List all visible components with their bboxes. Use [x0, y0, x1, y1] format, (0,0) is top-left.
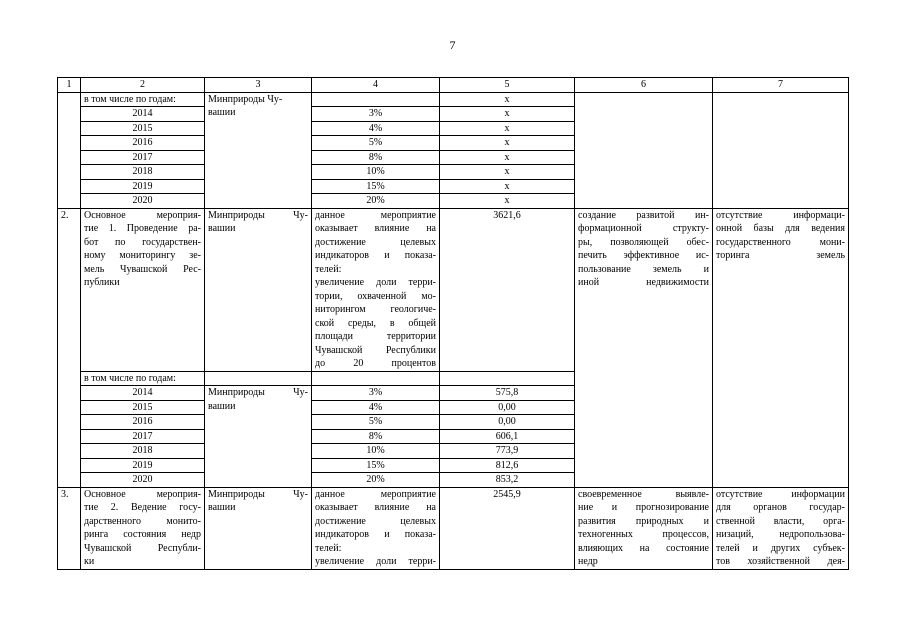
effect-cell: [312, 208, 440, 371]
year-cell: 2020: [81, 473, 205, 488]
header-cell: 6: [575, 78, 713, 93]
effect-cell: [312, 92, 440, 107]
consequence-text: отсутствие информации для органов государ- ственной власти, орга- низаций, недропользова- телей и других субъек- тов хозяйственной дея-: [716, 488, 845, 567]
year-cell: 2016: [81, 415, 205, 430]
table-row: [58, 487, 849, 569]
effect-text: данное мероприятие оказывает влияние на достижение целевых индикаторов и показа- телей: увеличение доли терри- тории, охваченной мо- ниторингом геологиче- ской среды, в общей площади территории Чувашской Республики до 20 процентов: [315, 209, 436, 369]
by-years-label: в том числе по годам:: [81, 371, 205, 386]
amount-cell: x: [440, 150, 575, 165]
consequence-cell: [713, 208, 849, 487]
number-cell: 3.: [58, 487, 81, 569]
amount-cell: 3621,6: [440, 208, 575, 371]
percent-cell: 20%: [312, 473, 440, 488]
agency-text: Минприроды Чу- вашии: [208, 387, 308, 412]
consequence-cell: [713, 92, 849, 208]
header-cell: 4: [312, 78, 440, 93]
percent-cell: 20%: [312, 194, 440, 209]
agency-cell: [205, 371, 312, 386]
result-cell: [575, 487, 713, 569]
agency-text: Минприроды Чу- вашии: [208, 93, 283, 118]
measures-table: [57, 77, 849, 570]
measure-name: Основное мероприя- тие 1. Проведение ра- бот по государствен- ному мониторингу зе- мель Чувашской Рес- публики: [84, 209, 201, 288]
measure-name: Основное мероприя- тие 2. Ведение госу- дарственного монито- ринга состояния недр Чувашской Республи- ки: [84, 488, 201, 567]
amount-cell: 853,2: [440, 473, 575, 488]
percent-cell: 4%: [312, 121, 440, 136]
amount-cell: x: [440, 179, 575, 194]
amount-cell: 575,8: [440, 386, 575, 401]
agency-text: Минприроды Чу- вашии: [208, 209, 308, 234]
percent-cell: 10%: [312, 444, 440, 459]
year-cell: 2015: [81, 121, 205, 136]
agency-text: Минприроды Чу- вашии: [208, 488, 308, 513]
number-cell: 2.: [58, 208, 81, 487]
name-cell: [81, 208, 205, 371]
year-cell: 2015: [81, 400, 205, 415]
by-years-label: в том числе по годам:: [81, 92, 205, 107]
amount-cell: x: [440, 121, 575, 136]
percent-cell: 3%: [312, 107, 440, 122]
year-cell: 2020: [81, 194, 205, 209]
year-cell: 2018: [81, 444, 205, 459]
amount-cell: 0,00: [440, 400, 575, 415]
amount-cell: 0,00: [440, 415, 575, 430]
table-row: [58, 92, 849, 107]
amount-cell: x: [440, 136, 575, 151]
effect-cell: [312, 487, 440, 569]
header-cell: 5: [440, 78, 575, 93]
result-text: создание развитой ин- формационной структу- ры, позволяющей обес- печить эффективное ис- пользование земель и иной недвижимости: [578, 209, 709, 288]
amount-cell: 2545,9: [440, 487, 575, 569]
number-cell: [58, 92, 81, 208]
amount-cell: x: [440, 107, 575, 122]
percent-cell: 15%: [312, 179, 440, 194]
percent-cell: 4%: [312, 400, 440, 415]
year-cell: 2017: [81, 150, 205, 165]
result-cell: [575, 208, 713, 487]
table-row: [58, 208, 849, 371]
percent-cell: 5%: [312, 415, 440, 430]
result-text: своевременное выявле- ние и прогнозирование развития природных и техногенных процессов, влияющих на состояние недр: [578, 488, 709, 567]
percent-cell: 10%: [312, 165, 440, 180]
agency-cell: [205, 487, 312, 569]
page-number: 7: [449, 38, 456, 52]
year-cell: 2014: [81, 107, 205, 122]
amount-cell: 812,6: [440, 458, 575, 473]
amount-cell: x: [440, 194, 575, 209]
agency-cell: [205, 386, 312, 488]
header-row: [58, 78, 849, 93]
effect-text: данное мероприятие оказывает влияние на достижение целевых индикаторов и показа- телей: увеличение доли терри-: [315, 488, 436, 567]
amount-cell: 773,9: [440, 444, 575, 459]
year-cell: 2018: [81, 165, 205, 180]
header-cell: 7: [713, 78, 849, 93]
header-cell: 1: [58, 78, 81, 93]
amount-cell: x: [440, 165, 575, 180]
agency-cell: [205, 92, 312, 208]
consequence-text: отсутствие информаци- онной базы для ведения государственного мони- торинга земель: [716, 209, 845, 261]
amount-cell: x: [440, 92, 575, 107]
year-cell: 2019: [81, 179, 205, 194]
year-cell: 2016: [81, 136, 205, 151]
percent-cell: 5%: [312, 136, 440, 151]
year-cell: 2017: [81, 429, 205, 444]
percent-cell: 15%: [312, 458, 440, 473]
consequence-cell: [713, 487, 849, 569]
result-cell: [575, 92, 713, 208]
agency-cell: [205, 208, 312, 371]
amount-cell: 606,1: [440, 429, 575, 444]
percent-cell: 8%: [312, 150, 440, 165]
header-cell: 2: [81, 78, 205, 93]
percent-cell: 8%: [312, 429, 440, 444]
amount-cell: [440, 371, 575, 386]
year-cell: 2014: [81, 386, 205, 401]
name-cell: [81, 487, 205, 569]
effect-cell: [312, 371, 440, 386]
header-cell: 3: [205, 78, 312, 93]
year-cell: 2019: [81, 458, 205, 473]
percent-cell: 3%: [312, 386, 440, 401]
